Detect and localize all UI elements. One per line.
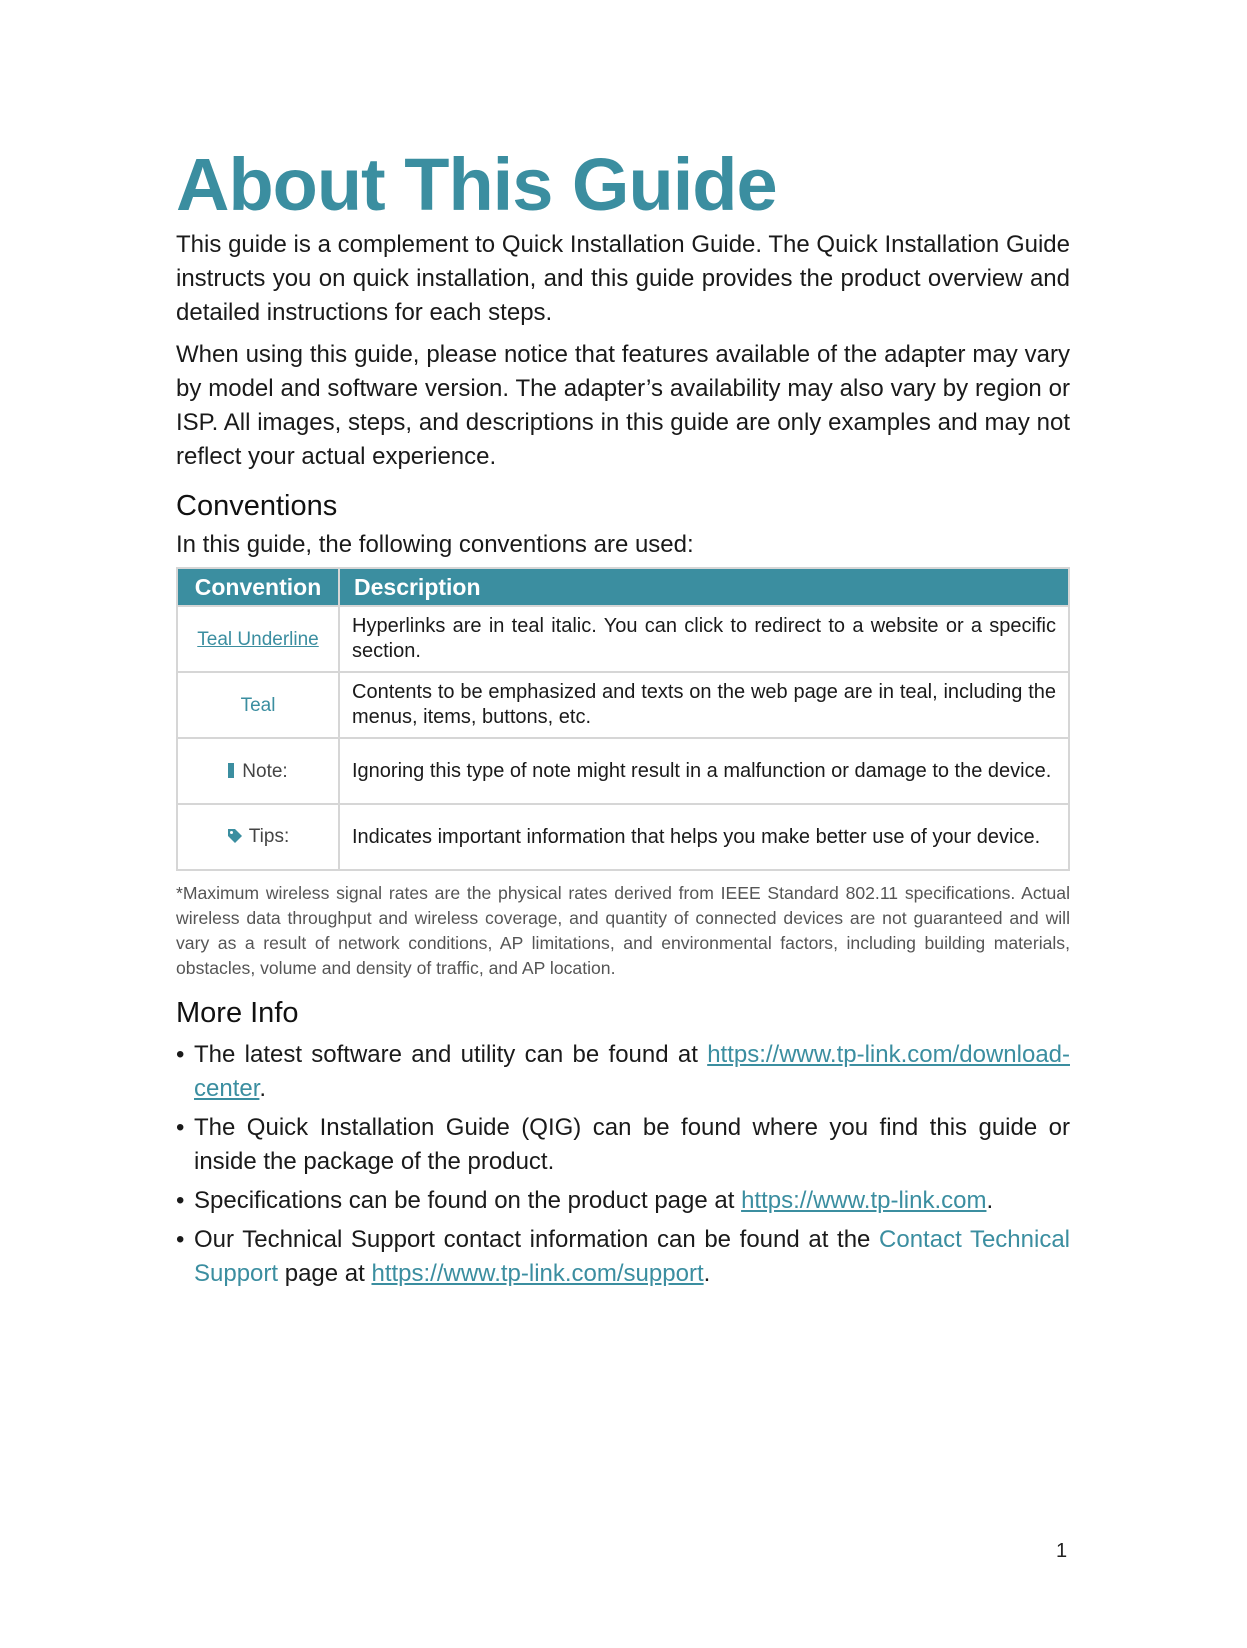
list-item-punct: . xyxy=(703,1260,711,1287)
table-cell-description: Ignoring this type of note might result in a malfunction or damage to the device. xyxy=(339,738,1069,804)
table-cell-convention xyxy=(177,804,339,870)
table-cell-description: Hyperlinks are in teal italic. You can click to redirect to a website or a specific section. xyxy=(339,606,1069,672)
list-item xyxy=(176,1223,1070,1291)
list-item-punct: . xyxy=(986,1187,994,1214)
conventions-intro: In this guide, the following conventions are used: xyxy=(176,531,694,558)
note-label: Note: xyxy=(242,760,288,782)
bullet: • xyxy=(176,1114,185,1141)
list-item xyxy=(176,1111,1070,1179)
list-item-text: The Quick Installation Guide (QIG) can be found where you find this guide or inside the package of the product. xyxy=(194,1114,1070,1175)
list-item xyxy=(176,1184,1070,1218)
table-header-description: Description xyxy=(339,568,1069,606)
support-link[interactable]: https://www.tp-link.com/support xyxy=(371,1260,704,1287)
table-cell-convention xyxy=(177,672,339,738)
table-header-row xyxy=(177,568,1069,606)
table-row xyxy=(177,804,1069,870)
bullet: • xyxy=(176,1041,185,1068)
footnote: *Maximum wireless signal rates are the physical rates derived from IEEE Standard 802.11 specifications. Actual wireless data throughput and wireless coverage, and quantity of connected devices are not guaranteed and will vary as a result of network conditions, AP limitations, and environmental factors, including building materials, obstacles, volume and density of traffic, and AP location. xyxy=(176,883,1070,978)
conventions-table xyxy=(176,567,1070,871)
table-cell-description: Contents to be emphasized and texts on the web page are in teal, including the menus, items, buttons, etc. xyxy=(339,672,1069,738)
note-icon xyxy=(228,763,234,778)
table-header-convention: Convention xyxy=(177,568,339,606)
page-title: About This Guide xyxy=(176,143,777,226)
list-item-text: The latest software and utility can be found at xyxy=(194,1041,708,1068)
table-cell-description: Indicates important information that helps you make better use of your device. xyxy=(339,804,1069,870)
table-row xyxy=(177,672,1069,738)
list-item xyxy=(176,1038,1070,1106)
table-row xyxy=(177,738,1069,804)
bullet: • xyxy=(176,1226,185,1253)
tag-icon xyxy=(227,826,243,851)
tp-link-home-link[interactable]: https://www.tp-link.com xyxy=(741,1187,987,1214)
contact-support-emphasis: Contact Technical Support xyxy=(194,1226,1071,1287)
teal-underline-sample: Teal Underline xyxy=(197,628,319,650)
table-row xyxy=(177,606,1069,672)
list-item-punct: . xyxy=(259,1075,267,1102)
table-cell-convention xyxy=(177,738,339,804)
more-info-heading: More Info xyxy=(176,997,299,1029)
conventions-heading: Conventions xyxy=(176,490,338,522)
intro-paragraph-1: This guide is a complement to Quick Installation Guide. The Quick Installation Guide instructs you on quick installation, and this guide provides the product overview and detailed instructions for each steps. xyxy=(176,231,1070,326)
document-page xyxy=(176,143,1071,1296)
page-number: 1 xyxy=(1056,1540,1068,1562)
list-item-text: Our Technical Support contact information can be found at the xyxy=(194,1226,880,1253)
list-item-text: Specifications can be found on the product page at xyxy=(194,1187,742,1214)
bullet: • xyxy=(176,1187,185,1214)
list-item-text: page at xyxy=(278,1260,372,1287)
table-cell-convention xyxy=(177,606,339,672)
teal-sample: Teal xyxy=(240,694,276,716)
tips-label: Tips: xyxy=(248,825,290,847)
intro-paragraph-2: When using this guide, please notice that features available of the adapter may vary by model and software version. The adapter’s availability may also vary by region or ISP. All images, steps, and descriptions in this guide are only examples and may not reflect your actual experience. xyxy=(176,341,1070,470)
download-center-link[interactable]: https://www.tp-link.com/download-center xyxy=(194,1041,1070,1102)
more-info-list xyxy=(176,1038,1070,1291)
